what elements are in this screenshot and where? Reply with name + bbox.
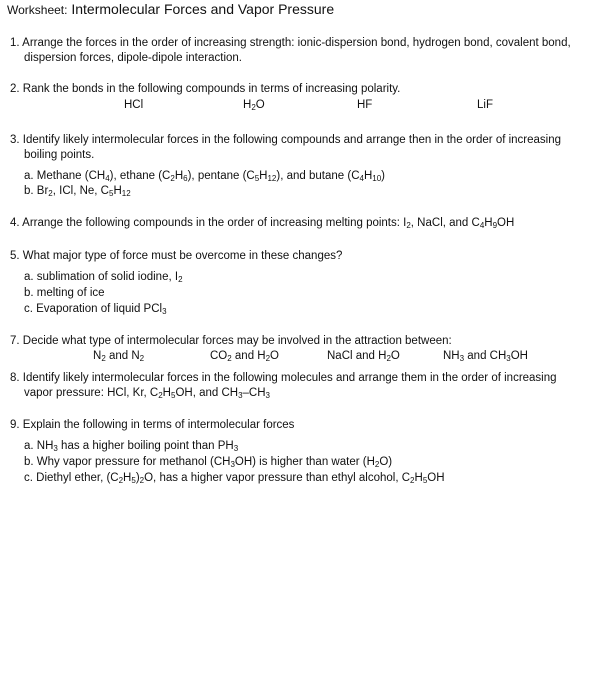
worksheet-title <box>7 0 334 19</box>
q1-line2: dispersion forces, dipole-dipole interaction. <box>24 52 242 64</box>
q2-compound-lif: LiF <box>477 99 493 111</box>
q4-line1: 4. Arrange the following compounds in the order of increasing melting points: $I_2$, NaCl, and $C_4H_9OH$ <box>10 217 515 230</box>
q2-compound-hcl: HCl <box>124 99 144 111</box>
q3-line2: boiling points. <box>24 149 95 161</box>
q7-pair-nh3-ch3oh: $NH_3$ and $CH_3OH$ <box>443 350 528 363</box>
q5-item-b: b. melting of ice <box>24 287 105 299</box>
title-main: Intermolecular Forces and Vapor Pressure <box>71 1 335 17</box>
q7-pair-n2-n2: $N_2$ and $N_2$ <box>93 350 145 363</box>
title-prefix: Worksheet: <box>7 3 68 17</box>
q9-item-b: b. Why vapor pressure for methanol $(CH_3OH)$ is higher than water $(H_2O)$ <box>24 456 393 469</box>
q5-item-c: c. Evaporation of liquid PCl$_3$ <box>24 303 167 316</box>
q9-item-c: c. Diethyl ether, $(C_2H_5)_2O$, has a higher vapor pressure than ethyl alcohol, $C_2H_5OH$ <box>24 472 445 485</box>
q1-line1: 1. Arrange the forces in the order of increasing strength: ionic-dispersion bond, hydrogen bond, covalent bond, <box>10 37 571 49</box>
q5-line1: 5. What major type of force must be overcome in these changes? <box>10 250 343 262</box>
q3-item-b: b. $Br_2$, ICl, Ne, $C_5H_{12}$ <box>24 185 131 198</box>
q9-line1: 9. Explain the following in terms of intermolecular forces <box>10 419 295 431</box>
q8-line1: 8. Identify likely intermolecular forces in the following molecules and arrange them in the order of increasing <box>10 372 557 384</box>
q2-compound-hf: HF <box>357 99 373 111</box>
q9-item-a: a. $NH_3$ has a higher boiling point than $PH_3$ <box>24 440 239 453</box>
q5-item-a: a. sublimation of solid iodine, $I_2$ <box>24 271 183 284</box>
q3-item-a: a. Methane $(CH_4)$, ethane $(C_2H_6)$, pentane $(C_5H_{12})$, and butane $(C_4H_{10})$ <box>24 170 386 183</box>
q3-line1: 3. Identify likely intermolecular forces in the following compounds and arrange then in the order of increasing <box>10 134 562 146</box>
q7-pair-nacl-h2o: NaCl and $H_2O$ <box>327 350 400 363</box>
q7-pair-co2-h2o: $CO_2$ and $H_2O$ <box>210 350 279 363</box>
q2-line1: 2. Rank the bonds in the following compounds in terms of increasing polarity. <box>10 83 401 95</box>
q2-compound-h2o: $H_2O$ <box>243 99 265 112</box>
q8-line2: vapor pressure: HCl, Kr, $C_2H_5OH$, and $CH_3-CH_3$ <box>24 387 270 400</box>
q7-line1: 7. Decide what type of intermolecular forces may be involved in the attraction between: <box>10 335 452 347</box>
